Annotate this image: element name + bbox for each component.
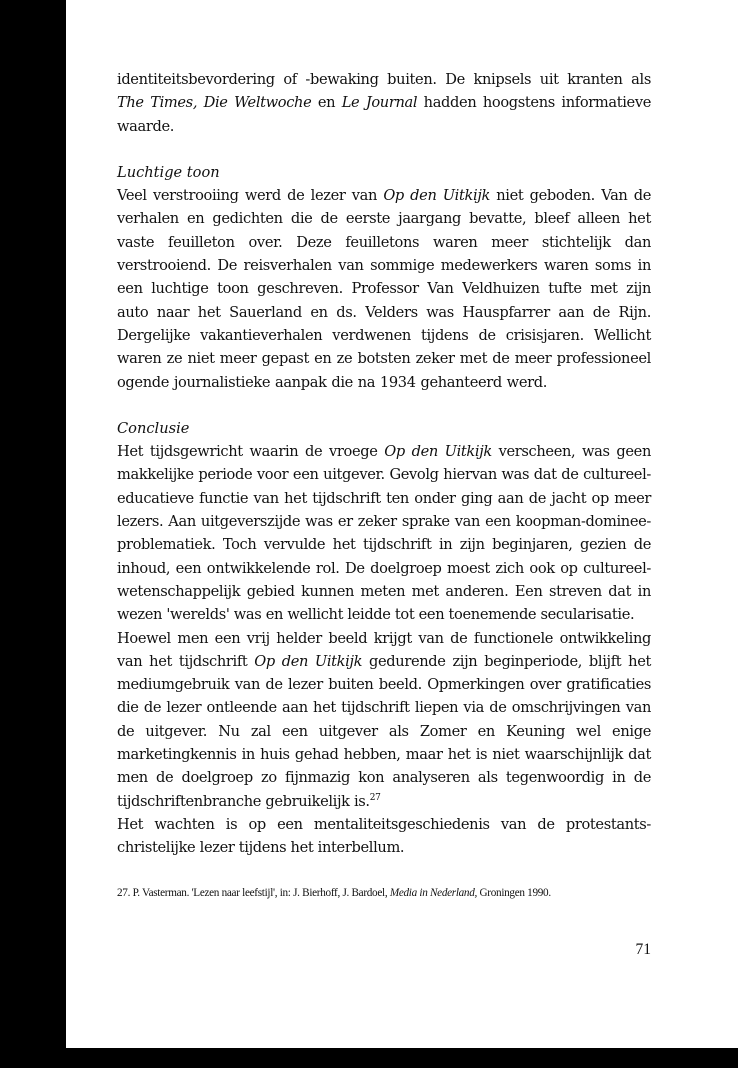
newspaper-title-2: Die Weltwoche — [203, 94, 312, 112]
section-heading-luchtige-toon: Luchtige toon — [117, 163, 220, 181]
scan-border-left — [0, 0, 66, 1068]
page-number: 71 — [635, 941, 651, 958]
newspaper-title-3: Le Journal — [341, 94, 418, 112]
magazine-title: Op den Uitkijk — [383, 187, 490, 205]
intro-text-3: en — [311, 94, 342, 112]
intro-text-1: identiteitsbevordering of -bewaking buiten. De knipsels uit kranten als — [117, 71, 651, 88]
paragraph-gap — [117, 138, 651, 161]
section-1-paragraph — [117, 184, 651, 394]
paragraph-gap — [117, 394, 651, 417]
footnote-text-1: 27. P. Vasterman. 'Lezen naar leefstijl', in: J. Bierhoff, J. Bardoel, — [117, 887, 390, 899]
conclusion-p1-text-1: Het tijdsgewricht waarin de vroege — [117, 443, 385, 461]
magazine-title: Op den Uitkijk — [254, 652, 363, 670]
section-1-text-2: niet geboden. Van de verhalen en gedichten die de eerste jaargang bevatte, bleef alleen het vaste feuilleton over. Deze feuilletons waren meer stichtelijk dan verstrooiend. De reisverhalen van sommige medewerkers waren soms in een luchtige toon geschreven. Professor Van Veldhuizen tufte met zijn auto naar het Sauerland en ds. Velders was Hauspfarrer aan de Rijn. Dergelijke vakantieverhalen verdwenen tijdens de crisisjaren. Wellicht waren ze niet meer gepast en ze botsten zeker met de meer professioneel ogende journalistieke aanpak die na 1934 gehanteerd werd. — [117, 187, 651, 391]
intro-paragraph — [117, 68, 651, 138]
footnote — [117, 885, 651, 902]
section-1-text-1: Veel verstrooiing werd de lezer van — [117, 187, 384, 205]
scan-border-bottom — [0, 1048, 738, 1068]
conclusion-p2-text-2: gedurende zijn beginperiode, blijft het mediumgebruik van de lezer buiten beeld. Opmerkingen over gratificaties die de lezer ontleende aan het tijdschrift liepen via de omschrijvingen van de uitgever. Nu zal een uitgever als Zomer en Keuning wel enige marketingkennis in huis gehad hebben, maar het is niet waarschijnlijk dat men de doelgroep zo fijnmazig kon analyseren als tegenwoordig in de tijdschriftenbranche gebruikelijk is. — [117, 652, 651, 810]
footnote-book-title: Media in Nederland, — [389, 887, 478, 899]
newspaper-title-1: The Times, — [117, 94, 198, 112]
conclusion-p2-text-1: Hoewel men een vrij helder beeld krijgt van de functionele ontwikkeling van het tijdschrift — [117, 629, 651, 670]
conclusion-paragraph-2 — [117, 627, 651, 813]
page-body — [117, 68, 651, 860]
section-heading-conclusie: Conclusie — [117, 419, 190, 437]
conclusion-paragraph-1 — [117, 440, 651, 626]
conclusion-paragraph-3: Het wachten is op een mentaliteitsgeschiedenis van de protestants-christelijke lezer tijdens het interbellum. — [117, 815, 651, 857]
conclusion-p1-text-2: verscheen, was geen makkelijke periode voor een uitgever. Gevolg hiervan was dat de cultureel-educatieve functie van het tijdschrift ten onder ging aan de jacht op meer lezers. Aan uitgeverszijde was er zeker sprake van een koopman-dominee-problematiek. Toch vervulde het tijdschrift in zijn beginjaren, gezien de inhoud, een ontwikkelende rol. De doelgroep moest zich ook op cultureel-wetenschappelijk gebied kunnen meten met anderen. Een streven dat in wezen 'werelds' was en wellicht leidde tot een toenemende secularisatie. — [117, 443, 651, 624]
footnote-reference[interactable]: 27 — [369, 792, 381, 803]
footnote-text-2: Groningen 1990. — [477, 887, 551, 899]
magazine-title: Op den Uitkijk — [384, 443, 492, 461]
intro-text-4: hadden hoogstens informatieve waarde. — [117, 94, 652, 135]
